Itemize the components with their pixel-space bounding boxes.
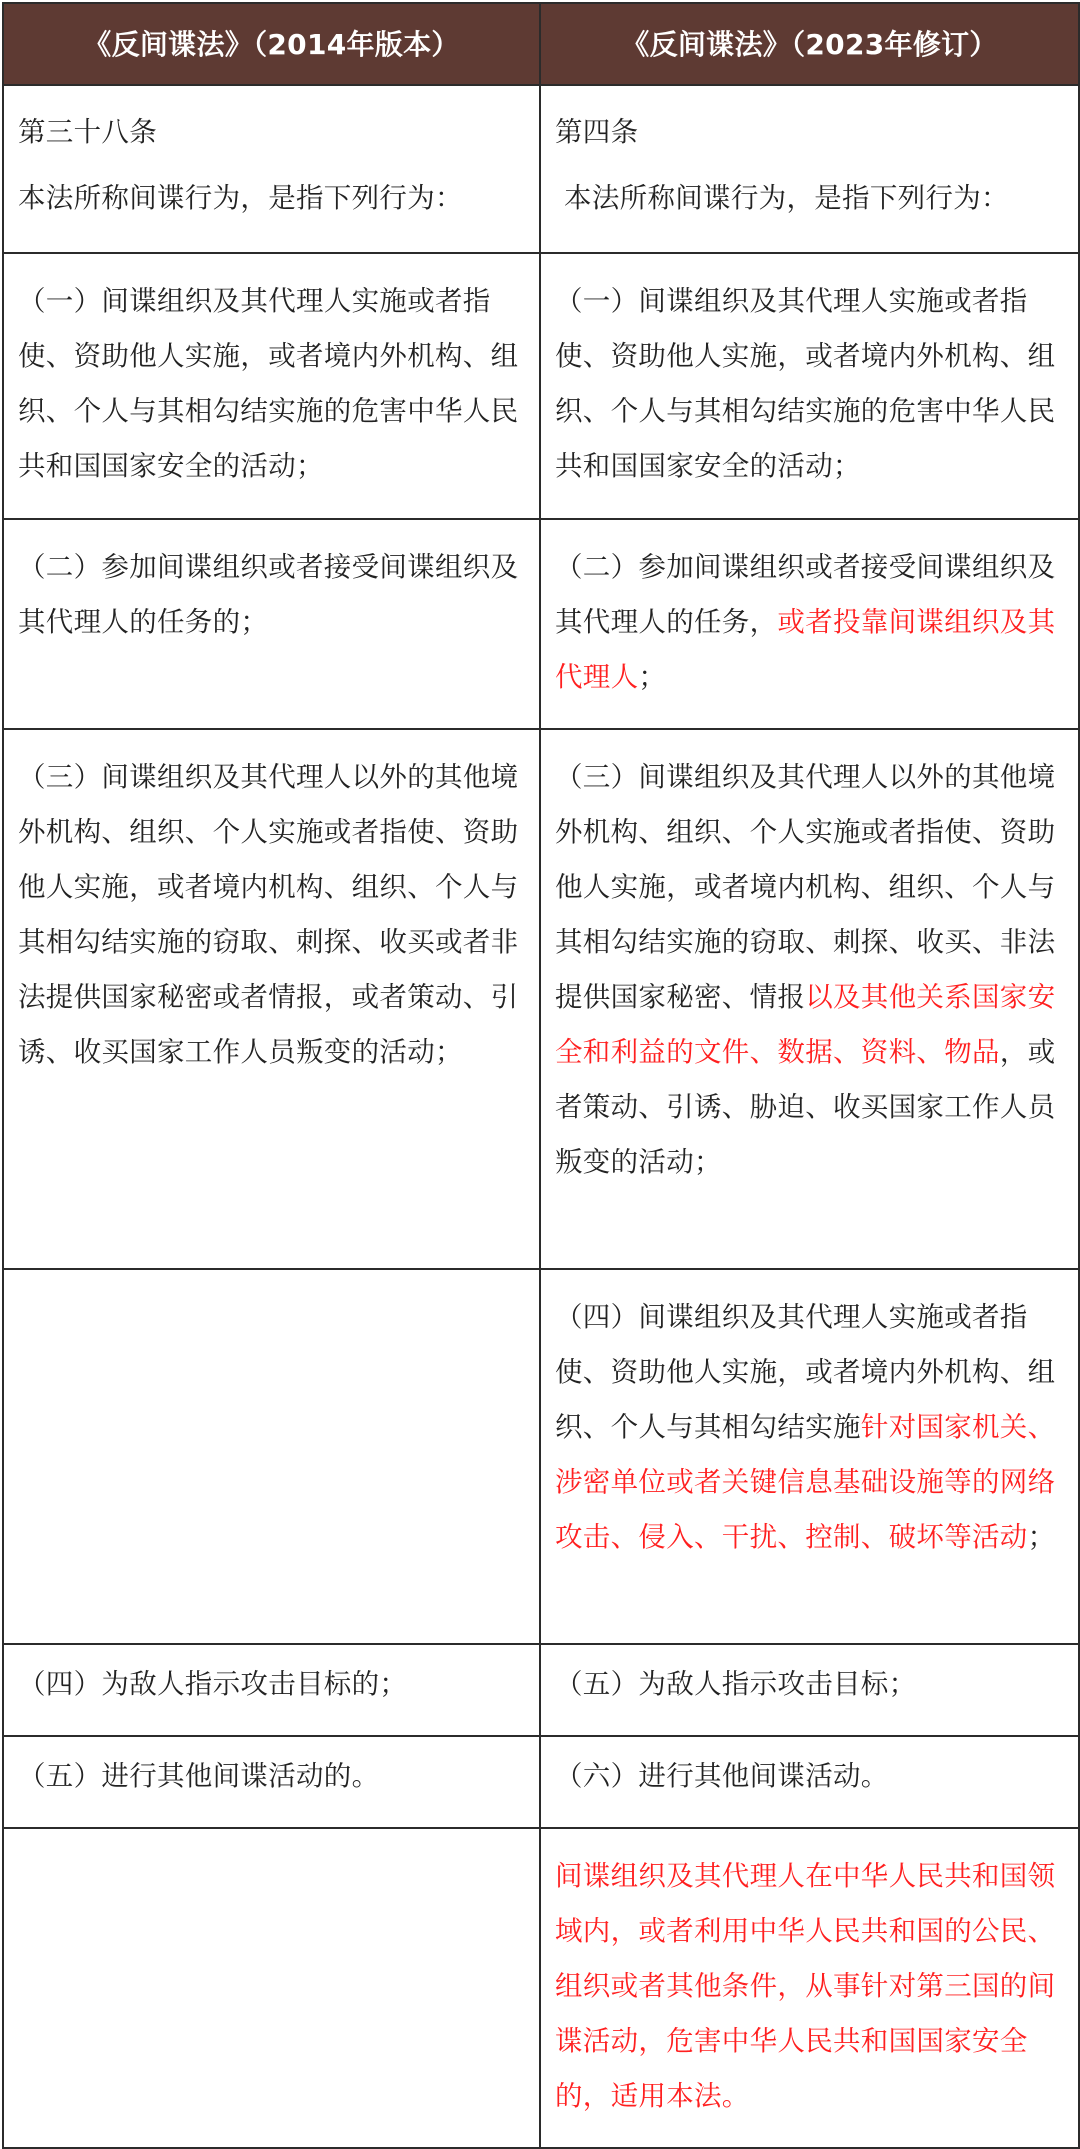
item2-right-added: 或者投靠间谍组织及其代理人	[555, 606, 1056, 693]
header-left: 《反间谍法》（2014年版本）	[3, 3, 540, 85]
cell-left-extra-empty	[3, 1828, 540, 2148]
article-title-right: 第四条	[555, 116, 639, 148]
item4-right-end: ；	[1027, 1521, 1056, 1553]
article-text-left: 本法所称间谍行为，是指下列行为：	[18, 182, 463, 214]
cell-left-item2: （二）参加间谍组织或者接受间谍组织及其代理人的任务的；	[3, 519, 540, 729]
table-row-item6	[3, 1736, 1079, 1828]
table-row-item4-new	[3, 1269, 1079, 1644]
item3-right-end: ，或者策动、引诱、胁迫、收买国家工作人员叛变的活动；	[555, 1036, 1056, 1178]
article-text-right: 本法所称间谍行为，是指下列行为：	[555, 182, 1009, 214]
item3-right-text: （三）间谍组织及其代理人以外的其他境外机构、组织、个人实施或者指使、资助他人实施，或者境内机构、组织、个人与其相勾结实施的窃取、刺探、收买、非法提供国家秘密、情报	[555, 761, 1056, 1013]
table-row-item3	[3, 729, 1079, 1269]
table-row-item5	[3, 1644, 1079, 1736]
cell-left-item5: （四）为敌人指示攻击目标的；	[3, 1644, 540, 1736]
comparison-table	[2, 2, 1080, 2149]
item4-right-text: （四）间谍组织及其代理人实施或者指使、资助他人实施，或者境内外机构、组织、个人与其相勾结实施	[555, 1301, 1056, 1443]
table-row-article	[3, 85, 1079, 253]
cell-left-item6: （五）进行其他间谍活动的。	[3, 1736, 540, 1828]
cell-left-item4-empty	[3, 1269, 540, 1644]
cell-right-item1: （一）间谍组织及其代理人实施或者指使、资助他人实施，或者境内外机构、组织、个人与其相勾结实施的危害中华人民共和国国家安全的活动；	[540, 253, 1079, 519]
table-row-item2	[3, 519, 1079, 729]
table-row-item1	[3, 253, 1079, 519]
cell-right-article	[540, 85, 1079, 253]
cell-left-item1: （一）间谍组织及其代理人实施或者指使、资助他人实施，或者境内外机构、组织、个人与其相勾结实施的危害中华人民共和国国家安全的活动；	[3, 253, 540, 519]
cell-right-extra: 间谍组织及其代理人在中华人民共和国领域内，或者利用中华人民共和国的公民、组织或者其他条件，从事针对第三国的间谍活动，危害中华人民共和国国家安全的，适用本法。	[540, 1828, 1079, 2148]
cell-right-item5: （五）为敌人指示攻击目标；	[540, 1644, 1079, 1736]
cell-left-article	[3, 85, 540, 253]
article-title-left: 第三十八条	[18, 116, 157, 148]
header-row	[3, 3, 1079, 85]
header-right: 《反间谍法》（2023年修订）	[540, 3, 1079, 85]
item3-right-added: 以及其他关系国家安全和利益的文件、数据、资料、物品	[555, 981, 1056, 1068]
cell-right-item2	[540, 519, 1079, 729]
item4-right-added: 针对国家机关、涉密单位或者关键信息基础设施等的网络攻击、侵入、干扰、控制、破坏等活动	[555, 1411, 1056, 1553]
item2-right-text: （二）参加间谍组织或者接受间谍组织及其代理人的任务，	[555, 551, 1056, 638]
item2-right-end: ；	[638, 661, 667, 693]
cell-left-item3: （三）间谍组织及其代理人以外的其他境外机构、组织、个人实施或者指使、资助他人实施，或者境内机构、组织、个人与其相勾结实施的窃取、刺探、收买或者非法提供国家秘密或者情报，或者策动、引诱、收买国家工作人员叛变的活动；	[3, 729, 540, 1269]
cell-right-item4	[540, 1269, 1079, 1644]
table-row-extra	[3, 1828, 1079, 2148]
cell-right-item6: （六）进行其他间谍活动。	[540, 1736, 1079, 1828]
cell-right-item3	[540, 729, 1079, 1269]
